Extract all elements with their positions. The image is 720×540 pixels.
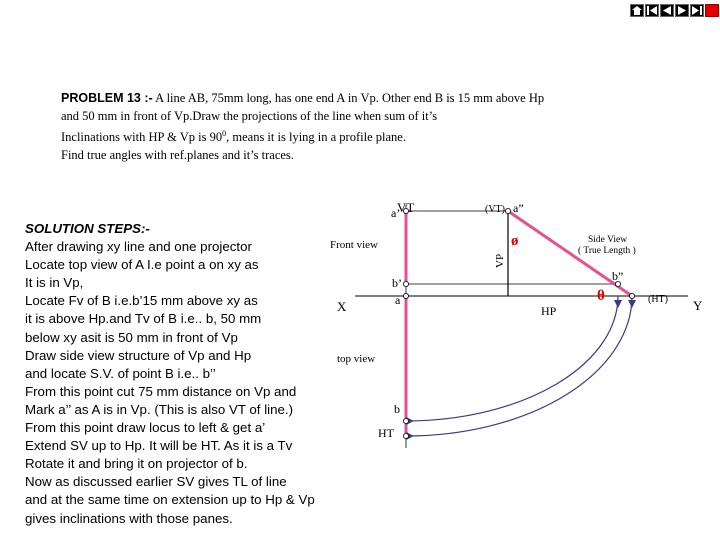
label-vt-paren: (VT) [485, 204, 505, 215]
step-line: Mark a’’ as A is in Vp. (This is also VT of line.) [25, 401, 294, 417]
label-a-dash: a’ [391, 206, 401, 220]
label-side-view: Side View [588, 235, 628, 245]
label-front-view: Front view [330, 239, 378, 251]
step-line: below xy asit is 50 mm in front of Vp [25, 329, 238, 345]
problem-text-3a: Inclinations with HP & Vp is 90 [61, 130, 223, 145]
label-y: Y [693, 298, 703, 313]
label-top-view: top view [337, 353, 376, 365]
problem-heading: PROBLEM 13 :- [61, 91, 153, 105]
label-b-ddash: b” [612, 269, 624, 283]
step-line: It is in Vp, [25, 275, 84, 291]
point-ht [403, 433, 408, 438]
label-vt: VT [397, 200, 415, 215]
step-line: and at the same time on extension up to Hp & Vp [25, 492, 315, 508]
step-line: Extend SV up to Hp. It will be HT. As it is a Tv [25, 438, 293, 454]
arrow-up-ht [628, 300, 636, 308]
solution-title: SOLUTION STEPS:- [25, 221, 150, 236]
label-b-dash: b’ [392, 276, 402, 290]
label-ht: HT [378, 426, 394, 440]
label-phi: ø [511, 233, 519, 249]
point-b [403, 418, 408, 423]
step-line: Locate Fv of B i.e.b’15 mm above xy as [25, 293, 258, 309]
label-theta: θ [597, 288, 605, 304]
problem-text-3b: , means it is lying in a profile plane. [226, 130, 406, 145]
label-b: b [394, 402, 400, 416]
label-x: X [337, 299, 347, 314]
arrow-up-b [614, 300, 622, 308]
label-a-ddash: a” [513, 201, 524, 215]
label-hp: HP [541, 304, 557, 318]
label-vp: VP [494, 253, 506, 268]
step-line: From this point draw locus to left & get a’ [25, 420, 266, 436]
step-line: Now as discussed earlier SV gives TL of line [25, 474, 287, 490]
step-line: gives inclinations with those panes. [25, 510, 233, 526]
label-ht-paren: (HT) [648, 294, 668, 305]
step-line: After drawing xy line and one projector [25, 239, 252, 255]
problem-line-4: Find true angles with ref.planes and it’s traces. [61, 148, 294, 163]
point-a-ddash [505, 208, 510, 213]
step-line: Draw side view structure of Vp and Hp [25, 347, 252, 363]
step-line: Locate top view of A I.e point a on xy as [25, 257, 259, 273]
step-line: From this point cut 75 mm distance on Vp and [25, 383, 297, 399]
label-true-length: ( True Length ) [578, 246, 636, 256]
point-b-dash [403, 281, 408, 286]
point-ht-side [629, 293, 634, 298]
label-a: a [395, 293, 401, 307]
arc-b [406, 296, 618, 421]
problem-line-2: and 50 mm in front of Vp.Draw the projections of the line when sum of it’s [61, 109, 438, 123]
arc-ht [406, 296, 632, 436]
point-a [403, 293, 408, 298]
step-line: and locate S.V. of point B i.e.. b’’ [25, 365, 216, 381]
problem-text-1: A line AB, 75mm long, has one end A in Vp. Other end B is 15 mm above Hp [152, 91, 545, 105]
degree-sup: 0 [222, 129, 227, 138]
step-line: it is above Hp.and Tv of B i.e.. b, 50 mm [25, 311, 262, 327]
step-line: Rotate it and bring it on projector of b. [25, 456, 248, 472]
